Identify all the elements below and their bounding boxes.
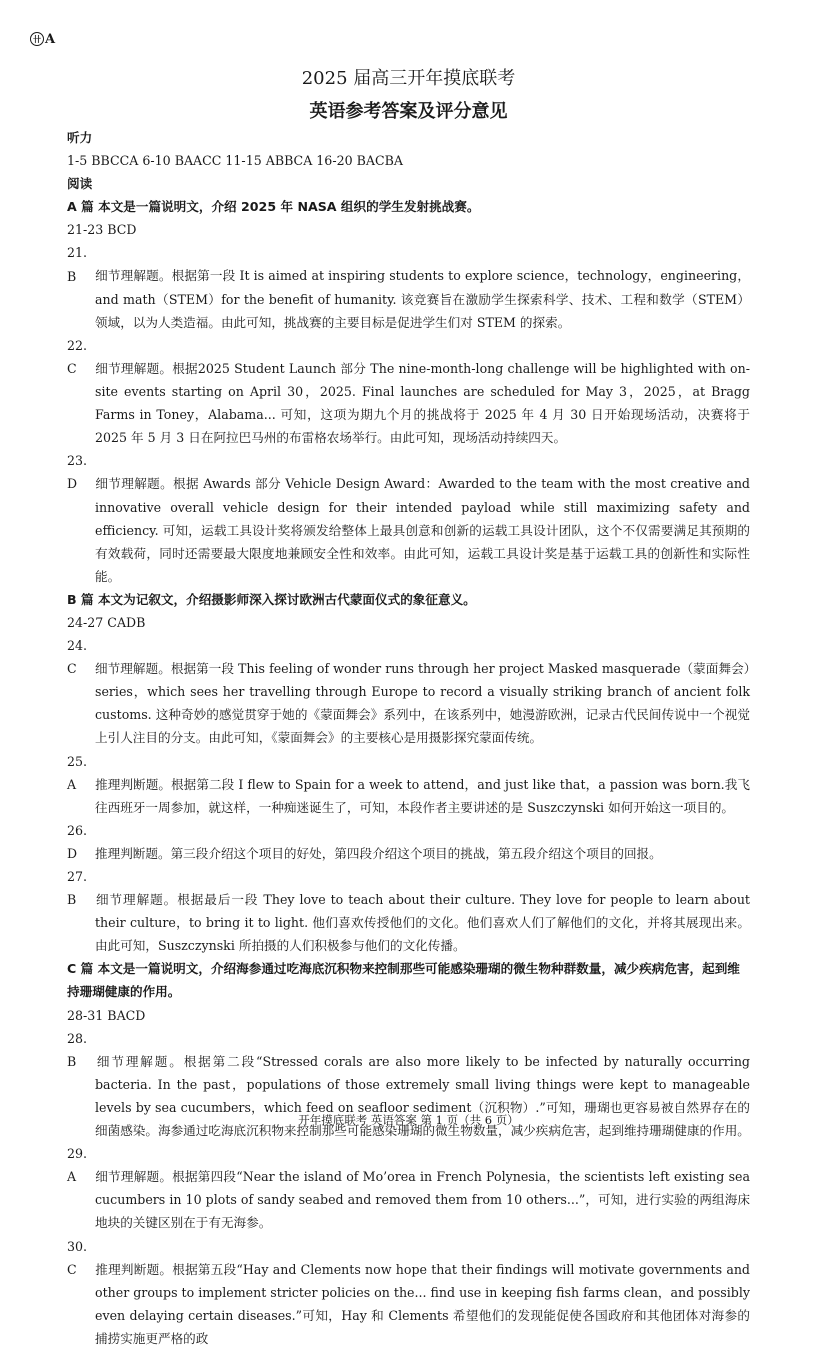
item-number: 22. C <box>67 337 88 376</box>
section-b-answers: 24-27 CADB <box>67 614 146 630</box>
answer-item <box>67 241 750 333</box>
logo-circle-mark: 卄 <box>30 32 44 46</box>
item-explanation: 细节理解题。根据第一段 It is aimed at inspiring students to explore science，technology，engineering，and math（STEM）for the benefit of humanity. 该竞赛旨在激励学生探索科学、技术、工程和数学（STEM）领域，以为人类造福。由此可知，挑战赛的主要目标是促进学生们对 STEM 的探索。 <box>95 268 750 330</box>
section-a-answers: 21-23 BCD <box>67 222 137 238</box>
answer-item <box>67 334 750 449</box>
item-number: 23. D <box>67 453 88 492</box>
listening-heading: 听力 <box>67 130 93 145</box>
logo-letter: A <box>45 32 56 47</box>
answer-item <box>67 1235 750 1350</box>
item-number: 28. B <box>67 1030 88 1069</box>
item-number: 27. B <box>67 869 88 908</box>
answer-content <box>67 126 750 1350</box>
reading-heading: 阅读 <box>67 176 93 192</box>
page-subtitle: 英语参考答案及评分意见 <box>309 101 508 122</box>
item-explanation: 细节理解题。根据第一段 This feeling of wonder runs through her project Masked masquerade（蒙面舞会）series，which sees her travelling through Europe to record a visually striking branch of ancient folk customs. 这种奇妙的感觉贯穿于她的《蒙面舞会》系列中，在该系列中，她漫游欧洲，记录古代民间传说中一个视觉上引人注目的分支。由此可知，《蒙面舞会》的主要核心是用摄影探究蒙面传统。 <box>95 661 750 746</box>
section-b-heading: B 篇 本文为记叙文，介绍摄影师深入探讨欧洲古代蒙面仪式的象征意义。 <box>67 591 476 607</box>
answer-item <box>67 865 750 957</box>
answer-item <box>67 750 750 819</box>
item-number: 26. D <box>67 822 88 861</box>
item-explanation: 推理判断题。第三段介绍这个项目的好处，第四段介绍这个项目的挑战，第五段介绍这个项目的回报。 <box>95 845 662 861</box>
answer-item <box>67 819 750 865</box>
section-a-heading: A 篇 本文是一篇说明文，介绍 2025 年 NASA 组织的学生发射挑战赛。 <box>67 199 480 215</box>
exam-logo <box>30 32 55 47</box>
item-explanation: 细节理解题。根据2025 Student Launch 部分 The nine-month-long challenge will be highlighted with on-site events starting on April 30，2025. Final launches are scheduled for May 3，2025，at Bragg Farms in Toney，Alabama... 可知，这项为期九个月的挑战将于 2025 年 4 月 30 日开始现场活动，决赛将于 2025 年 5 月 3 日在阿拉巴马州的布雷格农场举行。由此可知，现场活动持续四天。 <box>95 360 750 446</box>
item-number: 24. C <box>67 638 88 677</box>
item-number: 21. B <box>67 245 88 284</box>
item-number: 25. A <box>67 753 88 792</box>
answer-item <box>67 449 750 588</box>
page-title: 2025 届高三开年摸底联考 <box>301 68 516 89</box>
item-explanation: 推理判断题。根据第二段 I flew to Spain for a week to attend，and just like that，a passion was born.我飞往西班牙一周参加，就这样，一种痴迷诞生了，可知，本段作者主要讲述的是 Suszczynski 如何开始这一项目的。 <box>95 776 750 815</box>
listening-answers: 1-5 BBCCA 6-10 BAACC 11-15 ABBCA 16-20 BACBA <box>67 153 403 169</box>
item-explanation: 细节理解题。根据第二段“Stressed corals are also more likely to be infected by naturally occurring bacteria. In the past，populations of those extremely small living things were kept to manageable levels by sea cucumbers，which feed on seafloor sediment（沉积物）.”可知，珊瑚也更容易被自然界存在的细菌感染。海参通过吃海底沉积物来控制那些可能感染珊瑚的微生物数量，减少疾病危害，起到维持珊瑚健康的作用。 <box>95 1053 750 1139</box>
answer-item <box>67 634 750 749</box>
section-c-answers: 28-31 BACD <box>67 1007 146 1023</box>
item-number: 29. A <box>67 1146 88 1185</box>
item-explanation: 细节理解题。根据第四段“Near the island of Mo’orea in French Polynesia，the scientists left existing sea cucumbers in 10 plots of sandy seabed and removed them from 10 others...”，可知，进行实验的两组海床地块的关键区别在于有无海参。 <box>95 1169 750 1231</box>
item-number: 30. C <box>67 1238 88 1277</box>
item-explanation: 细节理解题。根据 Awards 部分 Vehicle Design Award：Awarded to the team with the most creative and innovative overall vehicle design for their intended payload while still maximizing safety and efficiency. 可知，运载工具设计奖将颁发给整体上最具创意和创新的运载工具设计团队，这个不仅需要满足其预期的有效载荷，同时还需要最大限度地兼顾安全性和效率。由此可知，运载工具设计奖是基于运载工具的创新性和实际性能。 <box>95 476 750 584</box>
item-explanation: 细节理解题。根据最后一段 They love to teach about their culture. They love for people to learn about their culture，to bring it to light. 他们喜欢传授他们的文化。他们喜欢人们了解他们的文化，并将其展现出来。由此可知，Suszczynski 所拍摄的人们积极参与他们的文化传播。 <box>95 892 750 954</box>
item-explanation: 推理判断题。根据第五段“Hay and Clements now hope that their findings will motivate governments and other groups to implement stricter policies on the... find use in keeping fish farms clean，and possibly even delaying certain diseases.”可知，Hay 和 Clements 希望他们的发现能促使各国政府和其他团体对海参的捕捞实施更严格的政 <box>95 1261 750 1346</box>
page-footer: 开年摸底联考 英语答案 第 1 页（共 6 页） <box>298 1113 519 1127</box>
section-c-heading: C 篇 本文是一篇说明文，介绍海参通过吃海底沉积物来控制那些可能感染珊瑚的微生物种群数量，减少疾病危害，起到维持珊瑚健康的作用。 <box>67 961 740 1000</box>
answer-item <box>67 1142 750 1234</box>
